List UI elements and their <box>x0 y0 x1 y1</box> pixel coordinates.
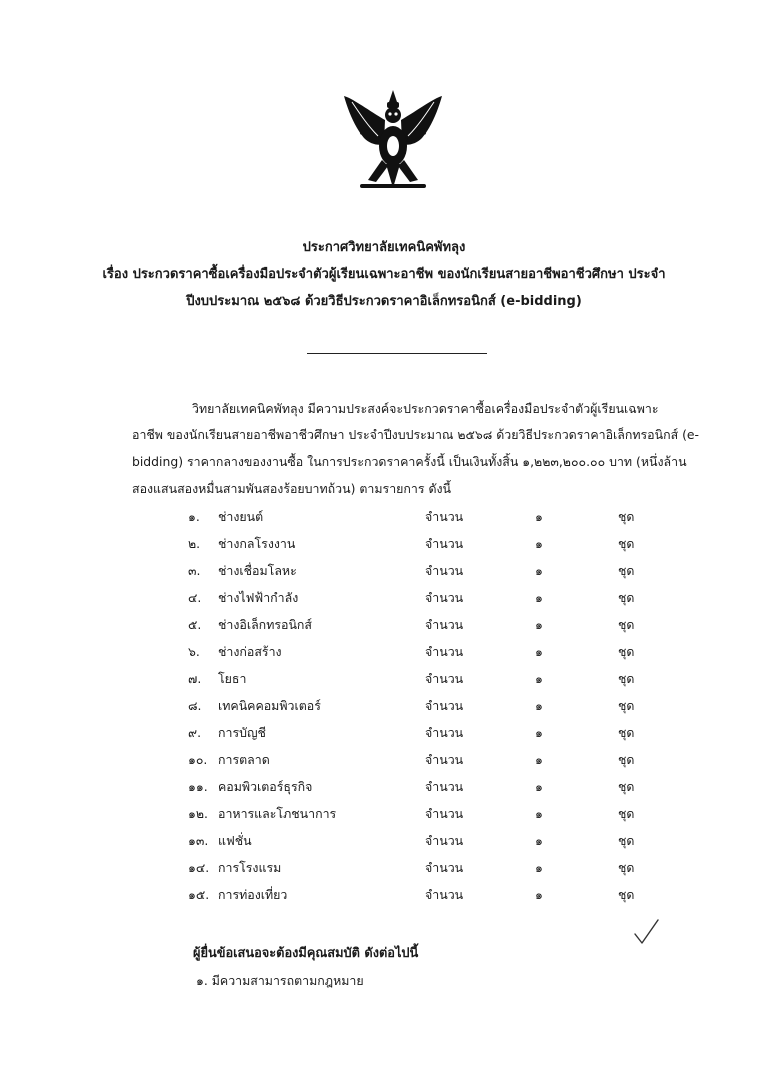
body-line-4: สองแสนสองหมื่นสามพันสองร้อยบาทถ้วน) ตามรายการ ดังนี้ <box>132 481 452 496</box>
unit-label: ชุด <box>618 536 635 551</box>
item-name: ช่างยนต์ <box>218 509 264 524</box>
quantity-value: ๑ <box>535 725 543 740</box>
quantity-value: ๑ <box>535 536 543 551</box>
quantity-value: ๑ <box>535 806 543 821</box>
unit-label: ชุด <box>618 887 635 902</box>
list-item <box>0 858 768 878</box>
list-item <box>0 804 768 824</box>
quantity-value: ๑ <box>535 617 543 632</box>
quantity-label: จำนวน <box>425 590 464 605</box>
item-number: ๑๕. <box>188 887 210 902</box>
requirements-heading: ผู้ยื่นข้อเสนอจะต้องมีคุณสมบัติ ดังต่อไปนี้ <box>193 946 419 961</box>
quantity-label: จำนวน <box>425 536 464 551</box>
item-name: ช่างไฟฟ้ากำลัง <box>218 590 299 605</box>
quantity-label: จำนวน <box>425 779 464 794</box>
unit-label: ชุด <box>618 725 635 740</box>
unit-label: ชุด <box>618 617 635 632</box>
item-name: เทคนิคคอมพิวเตอร์ <box>218 698 321 713</box>
list-item <box>0 615 768 635</box>
unit-label: ชุด <box>618 671 635 686</box>
quantity-label: จำนวน <box>425 563 464 578</box>
item-number: ๑๐. <box>188 752 208 767</box>
list-item <box>0 588 768 608</box>
body-line-2: อาชีพ ของนักเรียนสายอาชีพอาชีวศึกษา ประจำปีงบประมาณ ๒๕๖๘ ด้วยวิธีประกวดราคาอิเล็กทรอนิกส์ (e- <box>132 427 700 442</box>
list-item <box>0 723 768 743</box>
quantity-label: จำนวน <box>425 509 464 524</box>
item-number: ๘. <box>188 698 202 713</box>
item-name: แฟชั่น <box>218 833 252 848</box>
unit-label: ชุด <box>618 509 635 524</box>
quantity-label: จำนวน <box>425 887 464 902</box>
item-number: ๑. <box>188 509 200 524</box>
list-item <box>0 750 768 770</box>
quantity-value: ๑ <box>535 509 543 524</box>
item-name: การบัญชี <box>218 725 266 740</box>
quantity-value: ๑ <box>535 644 543 659</box>
quantity-value: ๑ <box>535 752 543 767</box>
item-number: ๓. <box>188 563 201 578</box>
item-name: ช่างกลโรงงาน <box>218 536 296 551</box>
item-name: ช่างก่อสร้าง <box>218 644 282 659</box>
quantity-label: จำนวน <box>425 752 464 767</box>
quantity-label: จำนวน <box>425 698 464 713</box>
unit-label: ชุด <box>618 779 635 794</box>
quantity-value: ๑ <box>535 590 543 605</box>
item-name: อาหารและโภชนาการ <box>218 806 337 821</box>
list-item <box>0 507 768 527</box>
quantity-value: ๑ <box>535 671 543 686</box>
item-name: การตลาด <box>218 752 270 767</box>
unit-label: ชุด <box>618 833 635 848</box>
announcement-title: ประกาศวิทยาลัยเทคนิคพัทลุง <box>302 240 466 255</box>
list-item <box>0 777 768 797</box>
unit-label: ชุด <box>618 698 635 713</box>
item-name: ช่างเชื่อมโลหะ <box>218 563 297 578</box>
item-number: ๑๑. <box>188 779 208 794</box>
unit-label: ชุด <box>618 563 635 578</box>
announcement-subject: เรื่อง ประกวดราคาซื้อเครื่องมือประจำตัวผู้เรียนเฉพาะอาชีพ ของนักเรียนสายอาชีพอาชีวศึกษา ประจำ <box>102 267 666 282</box>
checkmark-icon <box>632 918 660 946</box>
list-item <box>0 642 768 662</box>
list-item <box>0 561 768 581</box>
item-number: ๗. <box>188 671 202 686</box>
quantity-value: ๑ <box>535 860 543 875</box>
list-item <box>0 669 768 689</box>
item-name: ช่างอิเล็กทรอนิกส์ <box>218 617 312 632</box>
unit-label: ชุด <box>618 806 635 821</box>
announcement-subject-continued: ปีงบประมาณ ๒๕๖๘ ด้วยวิธีประกวดราคาอิเล็กทรอนิกส์ (e-bidding) <box>186 294 582 309</box>
item-number: ๑๒. <box>188 806 208 821</box>
list-item <box>0 534 768 554</box>
item-number: ๔. <box>188 590 202 605</box>
item-number: ๑๔. <box>188 860 210 875</box>
unit-label: ชุด <box>618 644 635 659</box>
list-item <box>0 831 768 851</box>
unit-label: ชุด <box>618 860 635 875</box>
unit-label: ชุด <box>618 752 635 767</box>
quantity-label: จำนวน <box>425 806 464 821</box>
body-line-1: วิทยาลัยเทคนิคพัทลุง มีความประสงค์จะประกวดราคาซื้อเครื่องมือประจำตัวผู้เรียนเฉพาะ <box>192 401 659 416</box>
list-item <box>0 696 768 716</box>
quantity-value: ๑ <box>535 698 543 713</box>
quantity-label: จำนวน <box>425 860 464 875</box>
quantity-value: ๑ <box>535 887 543 902</box>
requirement-item: ๑. มีความสามารถตามกฎหมาย <box>196 973 364 988</box>
list-item <box>0 885 768 905</box>
title-divider <box>307 353 487 354</box>
unit-label: ชุด <box>618 590 635 605</box>
item-name: การท่องเที่ยว <box>218 887 288 902</box>
quantity-value: ๑ <box>535 833 543 848</box>
quantity-label: จำนวน <box>425 833 464 848</box>
item-number: ๒. <box>188 536 201 551</box>
garuda-emblem-icon <box>338 88 448 198</box>
quantity-label: จำนวน <box>425 725 464 740</box>
item-number: ๖. <box>188 644 200 659</box>
quantity-label: จำนวน <box>425 617 464 632</box>
item-number: ๙. <box>188 725 202 740</box>
quantity-label: จำนวน <box>425 671 464 686</box>
item-name: โยธา <box>218 671 247 686</box>
item-number: ๕. <box>188 617 202 632</box>
quantity-value: ๑ <box>535 779 543 794</box>
quantity-value: ๑ <box>535 563 543 578</box>
quantity-label: จำนวน <box>425 644 464 659</box>
item-number: ๑๓. <box>188 833 209 848</box>
item-name: คอมพิวเตอร์ธุรกิจ <box>218 779 313 794</box>
body-line-3: bidding) ราคากลางของงานซื้อ ในการประกวดราคาครั้งนี้ เป็นเงินทั้งสิ้น ๑,๒๒๓,๒๐๐.๐๐ บาท (หนึ่งล้าน <box>132 454 687 469</box>
item-name: การโรงแรม <box>218 860 282 875</box>
